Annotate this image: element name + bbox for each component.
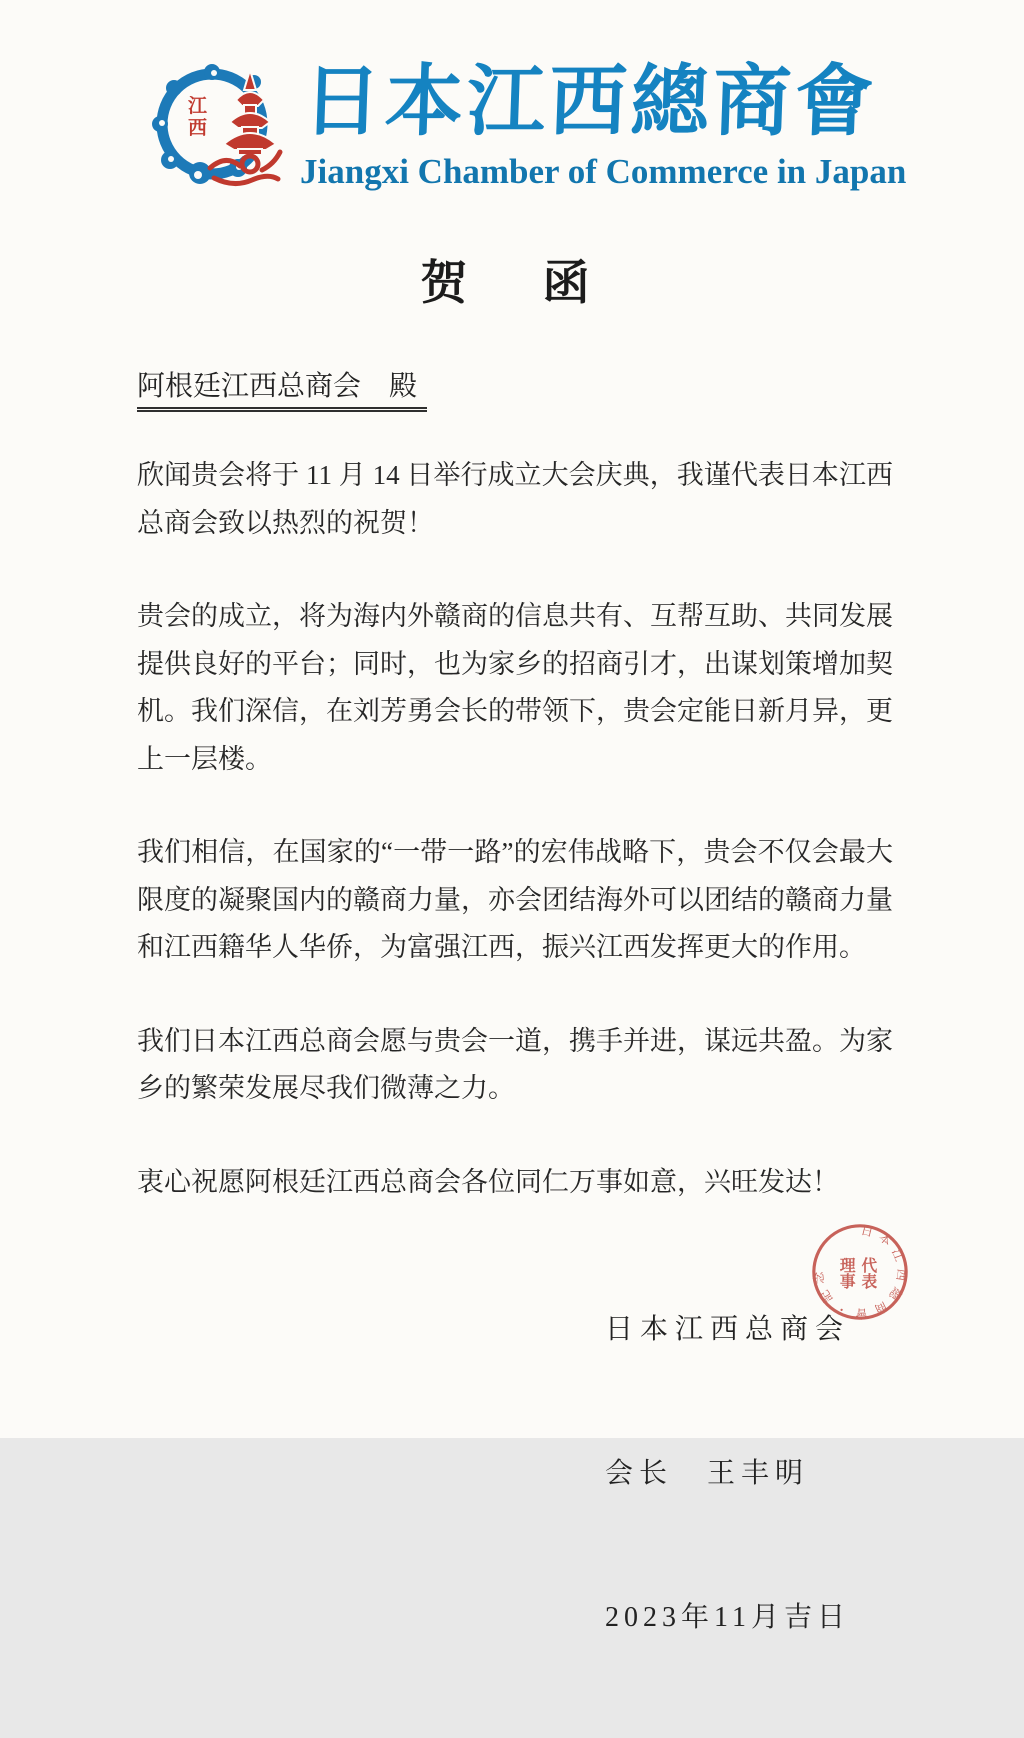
body-paragraph: 贵会的成立，将为海内外赣商的信息共有、互帮互助、共同发展提供良好的平台；同时，也为家乡的招商引才，出谋划策增加契机。我们深信，在刘芳勇会长的带领下，贵会定能日新月异，更上一层楼。 [137,601,893,774]
seal-center-right-text: 代表 [859,1257,877,1289]
body-paragraph: 我们相信，在国家的“一带一路”的宏伟战略下，贵会不仅会最大限度的凝聚国内的赣商力量，亦会团结海外可以团结的赣商力量和江西籍华人华侨，为富强江西，振兴江西发挥更大的作用。 [137,837,893,962]
seal-center-left-text: 理事 [837,1257,855,1289]
signature-org: 日本江西总商会 [605,1314,851,1345]
body-paragraph: 我们日本江西总商会愿与贵会一道，携手并进，谋远共盈。为家乡的繁荣发展尽我们微薄之力。 [137,1025,893,1103]
recipient-line: 阿根廷江西总商会 殿 [137,364,427,412]
body-paragraph: 衷心祝愿阿根廷江西总商会各位同仁万事如意，兴旺发达！ [137,1166,839,1197]
emblem-seal-char-top: 江 [188,96,208,117]
letter-title: 贺 函 [420,258,604,310]
chamber-name-english: Jiangxi Chamber of Commerce in Japan [300,152,907,191]
body-paragraph: 欣闻贵会将于 11 月 14 日举行成立大会庆典，我谨代表日本江西总商会致以热烈的祝贺！ [137,460,893,538]
seal-ring-text: 日本江西總商會・記念 [811,1222,910,1321]
signature-president: 会长 王丰明 [605,1458,810,1489]
signature-date: 2023年11月吉日 [605,1602,850,1633]
chamber-emblem-icon [150,60,300,195]
letter-body [137,452,893,1206]
emblem-seal-char-bottom: 西 [188,118,208,139]
chamber-name-calligraphy: 日本江西總商會 [301,58,879,145]
company-seal-stamp-icon [806,1218,914,1326]
